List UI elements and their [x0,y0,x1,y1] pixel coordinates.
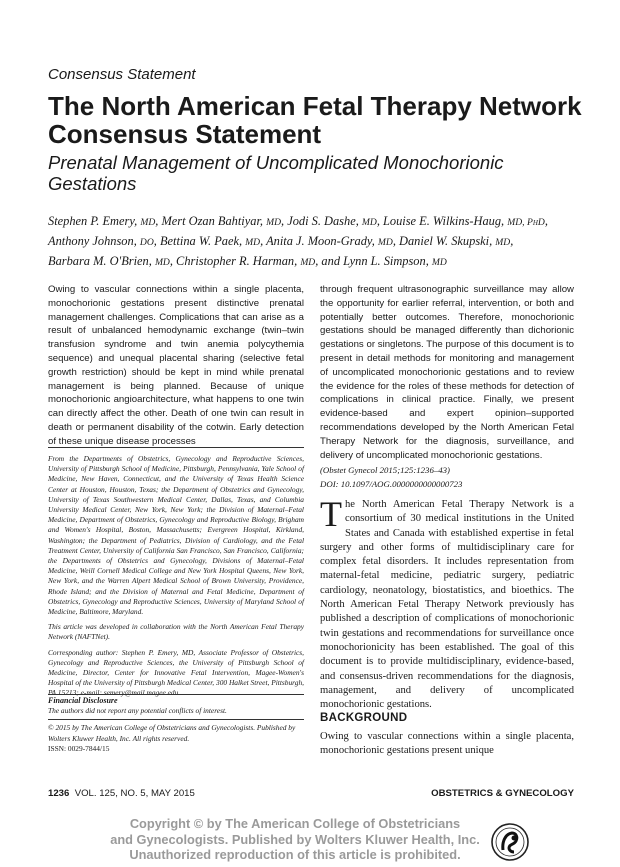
copyright-watermark [60,816,530,863]
issn: ISSN: 0029-7844/15 [48,743,110,753]
author-name: , Anita J. Moon-Grady, [260,234,378,248]
background-text: Owing to vascular connections within a single placenta, monochorionic gestations present unique [320,731,574,757]
author-degree: MD [154,257,170,268]
journal-name: OBSTETRICS & GYNECOLOGY [431,788,574,799]
article-type-label: Consensus Statement [48,66,196,83]
disclosure-heading: Financial Disclosure [48,696,118,705]
disclosure-divider [48,694,304,695]
author-name: Barbara M. O'Brien, [48,254,155,268]
drop-cap: T [320,494,342,534]
author-degree: MD [266,217,282,228]
watermark-line: Copyright © by The American College of Obstetricians [129,816,461,831]
journal-citation: (Obstet Gynecol 2015;125:1236–43) [320,465,450,476]
author-name: , and Lynn L. Simpson, [315,254,432,268]
disclosure-text: The authors did not report any potential conflicts of interest. [48,706,227,716]
corresponding-author: Corresponding author: Stephen P. Emery, MD, Associate Professor of Obstetrics, Gynecology and Reproductive Sciences, the University of Pittsburgh School of Medicine, Director, Center for Innovative Fetal Intervention, Magee-Women's Hospital of the University of Pittsburgh Medical Center, 300 Halket Street, Pittsburgh, PA 15213; e-mail: semery@mail.magee.edu. [48,647,304,698]
author-name: , Bettina W. Paek, [153,234,246,248]
author-degree: MD, PhD [507,217,545,228]
intro-text: he North American Fetal Therapy Network is a consortium of 30 medical institutions in the United States and Canada with established expertise in fetal surgery and other forms of multidisciplinary care for complex fetal disorders. It includes representation from maternal-fetal medicine, pediatric surgery, pediatric cardiology, neonatology, biostatistics, and bioethics. The North American Fetal Therapy Network previously has published a description of complications of monochorionic twin gestations and recommendations for surveillance once monochorionicity has been established. The goal of this document is to provide multidisciplinary, evidence-based, and consensus-driven recommendations for the diagnosis, management, and delivery of uncomplicated monochorionic gestations. [320,499,574,711]
doi-link[interactable]: DOI: 10.1097/AOG.0000000000000723 [320,479,463,490]
footnotes [48,454,304,704]
section-heading-background: BACKGROUND [320,712,408,724]
collaboration-note: This article was developed in collaboration with the North American Fetal Therapy Network (NAFTNet). [48,622,304,642]
author-line-2: Anthony Johnson, DO, Bettina W. Paek, MD, Anita J. Moon-Grady, MD, Daniel W. Skupski, MD, [48,234,514,248]
watermark-line: Unauthorized reproduction of this article is prohibited. [129,847,461,862]
abstract-right-column [320,283,574,490]
author-degree: MD [300,257,316,268]
page-number: 1236 [48,788,70,799]
author-degree: MD [245,237,261,248]
author-degree: MD [140,217,156,228]
author-line-3 [48,252,588,272]
author-degree: MD [377,237,393,248]
author-name: , Louise E. Wilkins-Haug, [376,214,508,228]
author-degree: DO [139,237,154,248]
volume-info: VOL. 125, NO. 5, MAY 2015 [74,788,195,799]
author-list [48,212,588,272]
footnote-divider [48,447,304,448]
affiliations: From the Departments of Obstetrics, Gynecology and Reproductive Sciences, University of Pittsburgh School of Medicine, Pittsburgh, Pennsylvania, Yale School of Medicine, New Haven, Connecticut, and the University of Texas Health Science Center at Houston, Houston, Texas; the Department of Obstetrics and Gynecology, University of Texas Southwestern Medical Center, Dallas, Texas, and Columbia University Medical Center, New York, New York; the Division of Maternal–Fetal Medicine, Department of Obstetrics, Gynecology and Reproductive Biology, Brigham and Women's Hospital, Boston, Massachusetts; Evergreen Hospital, Kirkland, Washington; the Department of Pediatrics, Division of Cardiology, and the Fetal Treatment Center, University of California San Francisco, San Francisco, California; the Departments of Obstetrics and Gynecology, Divisions of Maternal–Fetal Medicine, Weill Cornell Medical College and New York Hospital Queens, New York, New York, and the Warren Alpert Medical School of Brown University, Providence, Rhode Island; and the Division of Maternal and Fetal Medicine, Department of Obstetrics, Gynecology and Reproductive Sciences, University of Maryland School of Medicine, Baltimore, Maryland. [48,454,304,617]
disclosure-block [48,696,304,754]
author-name: , Christopher R. Harman, [169,254,301,268]
author-degree: MD [431,257,447,268]
author-line-1: Stephen P. Emery, MD, Mert Ozan Bahtiyar, MD, Jodi S. Dashe, MD, Louise E. Wilkins-Haug, MD, PhD, [48,214,548,228]
introduction [320,494,574,712]
article-title: The North American Fetal Therapy Network Consensus Statement [48,91,582,149]
abstract-left-column: Owing to vascular connections within a single placenta, monochorionic gestations present distinctive prenatal management challenges. Complications that can arise as a result of unbalanced hemodynamic exchange (twin–twin transfusion syndrome and twin anemia polycythemia sequence) and unequal placental sharing (selective fetal growth restriction) should be kept in mind while prenatal management is being planned. Because of unique monochorionic angioarchitecture, what happens to one twin can directly affect the other. Death of one twin can result in death or permanent disability of the cotwin. Early detection of these unique disease processes [48,284,304,447]
author-degree: MD [495,237,511,248]
abstract-continued: through frequent ultrasonographic surveillance may allow the opportunity for earlier referral, intervention, or both and potentially better outcomes. Therefore, monochorionic gestations should be managed differently than dichorionic gestations or singletons. The purpose of this document is to present in detail methods for monitoring and management of uncomplicated monochorionic gestations and to review the evidence for the roles of these methods for detection of complications in clinical practice. Finally, we present evidence-based and expert opinion–supported recommendations developed by the North American Fetal Therapy Network for the diagnosis, surveillance, and delivery of uncomplicated monochorionic gestations. [320,284,574,461]
copyright-notice: © 2015 by The American College of Obstetricians and Gynecologists. Published by Wolters Kluwer Health, Inc. All rights reserved. [48,723,296,743]
watermark-line: and Gynecologists. Published by Wolters Kluwer Health, Inc. [110,831,480,847]
author-name: Stephen P. Emery, [48,214,141,228]
copyright-divider [48,719,304,720]
author-name: Anthony Johnson, [48,234,140,248]
author-name: , Jodi S. Dashe, [281,214,362,228]
article-subtitle: Prenatal Management of Uncomplicated Monochorionic Gestations [48,152,504,194]
acog-seal-icon [490,822,530,862]
page-footer [48,788,574,799]
author-degree: MD [361,217,377,228]
author-name: , Mert Ozan Bahtiyar, [155,214,267,228]
author-name: , Daniel W. Skupski, [392,234,496,248]
